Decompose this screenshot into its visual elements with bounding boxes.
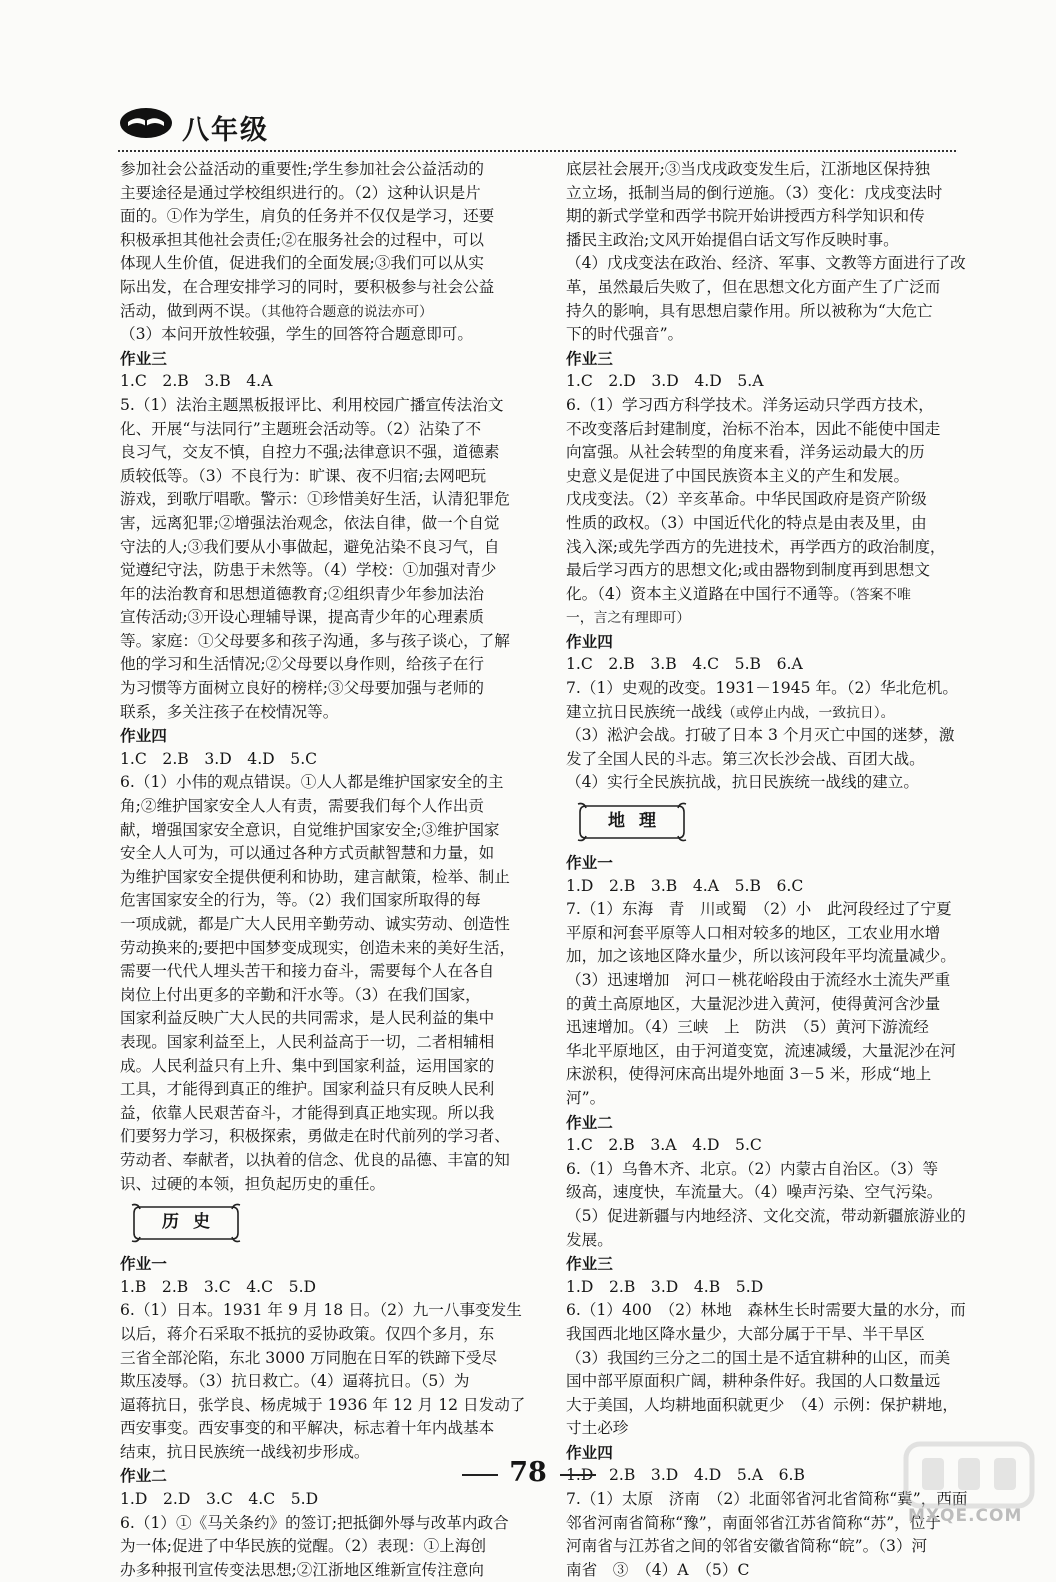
page-number-dash-right bbox=[560, 1474, 596, 1476]
answer-line bbox=[566, 677, 1000, 701]
answer-text: 三省全部沦陷，东北 3000 万同胞在日军的铁蹄下受尽 bbox=[120, 1348, 498, 1367]
answer-line bbox=[120, 1488, 554, 1512]
answer-line bbox=[120, 960, 554, 984]
answer-text: 寸土必珍 bbox=[566, 1419, 629, 1438]
answer-text: 逼蒋抗日，张学良、杨虎城于 1936 年 12 月 12 日发动了 bbox=[120, 1395, 526, 1414]
answer-text: 西安事变。西安事变的和平解决，标志着十年内战基本 bbox=[120, 1419, 495, 1438]
answer-text: 立立场，抵制当局的倒行逆施。（3）变化：戊戌变法时 bbox=[566, 183, 943, 202]
answer-line bbox=[120, 536, 554, 560]
answer-line bbox=[120, 819, 554, 843]
answer-text: 1.D 2.B 3.D 4.B 5.D bbox=[566, 1277, 764, 1296]
answer-line bbox=[566, 323, 1000, 347]
answer-line bbox=[120, 748, 554, 772]
answer-text: 性质的政权。（3）中国近代化的特点是由表及里，由 bbox=[566, 513, 927, 532]
answer-text: （3）淞沪会战。打破了日本 3 个月灭亡中国的迷梦，激 bbox=[566, 726, 955, 745]
answer-text: 角;②维护国家安全人人有责，需要我们每个人作出贡 bbox=[120, 797, 484, 816]
answer-line bbox=[120, 583, 554, 607]
answer-line bbox=[566, 276, 1000, 300]
answer-text: 体现人生价值，促进我们的全面发展;③我们可以从实 bbox=[120, 254, 484, 273]
answer-text: 化。（4）资本主义道路在中国行不通等。 bbox=[566, 584, 849, 603]
answer-line bbox=[566, 1535, 1000, 1559]
answer-line bbox=[120, 394, 554, 418]
answer-text: 1.C 2.B 3.D 4.D 5.C bbox=[120, 749, 318, 768]
section-heading bbox=[566, 630, 1000, 654]
answer-line bbox=[566, 394, 1000, 418]
section-heading bbox=[120, 724, 554, 748]
answer-text: 联系，多关注孩子在校情况等。 bbox=[120, 702, 339, 721]
answer-line bbox=[120, 866, 554, 890]
answer-line bbox=[566, 945, 1000, 969]
answer-text: 作业四 bbox=[120, 726, 167, 746]
answer-text: 发展。 bbox=[566, 1230, 613, 1249]
answer-text: 作业三 bbox=[120, 348, 167, 368]
answer-line bbox=[566, 1016, 1000, 1040]
answer-text: 作业二 bbox=[120, 1466, 167, 1486]
answer-text: 1.C 2.D 3.D 4.D 5.A bbox=[566, 372, 764, 391]
answer-line bbox=[566, 1040, 1000, 1064]
answer-text: （4）戊戌变法在政治、经济、军事、文教等方面进行了改 bbox=[566, 254, 966, 273]
answer-line bbox=[566, 1559, 1000, 1582]
answer-text: 作业三 bbox=[566, 348, 613, 368]
answer-text: 期的新式学堂和西学书院开始讲授西方科学知识和传 bbox=[566, 207, 925, 226]
answer-line bbox=[566, 441, 1000, 465]
answer-line bbox=[120, 1149, 554, 1173]
answer-line bbox=[566, 536, 1000, 560]
answer-line bbox=[566, 922, 1000, 946]
answer-line bbox=[566, 1205, 1000, 1229]
answer-text: 化、开展“与法同行”主题班会活动等。（2）沾染了不 bbox=[120, 419, 482, 438]
answer-text: 7.（1）东海 青 川或蜀 （2）小 此河段经过了宁夏 bbox=[566, 900, 952, 919]
answer-line bbox=[120, 1007, 554, 1031]
answer-text: 年的法治教育和思想道德教育;②组织青少年参加法治 bbox=[120, 584, 484, 603]
answer-text: 6.（1）①《马关条约》的签订;把抵御外辱与改革内政合 bbox=[120, 1513, 509, 1532]
answer-text: 国中部平原面积广阔，耕种条件好。我国的人口数量远 bbox=[566, 1372, 941, 1391]
subject-heading-label: 历史 bbox=[162, 1212, 224, 1233]
answer-line bbox=[566, 701, 1000, 725]
answer-text: 南省 ③ （4）A （5）C bbox=[566, 1560, 750, 1579]
answer-line bbox=[566, 1276, 1000, 1300]
answer-line bbox=[120, 1559, 554, 1582]
answer-line bbox=[120, 1299, 554, 1323]
answer-text: 面的。①作为学生，肩负的任务并不仅仅是学习，还要 bbox=[120, 207, 495, 226]
answer-text: 献，增强国家安全意识，自觉维护国家安全;③维护国家 bbox=[120, 820, 500, 839]
answer-text: 作业四 bbox=[566, 1442, 613, 1462]
answer-line bbox=[120, 1535, 554, 1559]
answer-text: （4）实行全民族抗战，抗日民族统一战线的建立。 bbox=[566, 773, 919, 792]
answer-line bbox=[566, 1299, 1000, 1323]
answer-note: （答案不唯 bbox=[848, 586, 911, 603]
answer-text: 大于美国，人均耕地面积就更少 （4）示例：保护耕地， bbox=[566, 1395, 958, 1414]
answer-line bbox=[566, 606, 1000, 630]
answer-text: 他的学习和生活情况;②父母要以身作则，给孩子在行 bbox=[120, 655, 484, 674]
answer-line bbox=[566, 1158, 1000, 1182]
answer-line bbox=[120, 1173, 554, 1197]
answer-text: 作业四 bbox=[566, 631, 613, 651]
answer-text: 我国西北地区降水量少，大部分属于干旱、半干旱区 bbox=[566, 1324, 925, 1343]
answer-text: 革，虽然最后失败了，但在思想文化方面产生了广泛而 bbox=[566, 277, 941, 296]
answer-text: （3）迅速增加 河口－桃花峪段由于流经水土流失严重 bbox=[566, 971, 951, 989]
answer-text: 史意义是促进了中国民族资本主义的产生和发展。 bbox=[566, 466, 910, 485]
answer-text: 向富强。从社会转型的角度来看，洋务运动最大的历 bbox=[566, 443, 925, 462]
answer-text: 参加社会公益活动的重要性;学生参加社会公益活动的 bbox=[120, 160, 484, 178]
answer-text: 1.C 2.B 3.A 4.D 5.C bbox=[566, 1136, 762, 1155]
answer-line bbox=[566, 370, 1000, 394]
answer-line bbox=[120, 1417, 554, 1441]
answer-text: 底层社会展开;③当戊戌政变发生后，江浙地区保持独 bbox=[566, 160, 930, 178]
answer-line bbox=[566, 724, 1000, 748]
answer-line bbox=[566, 559, 1000, 583]
answer-text: 级高，速度快，车流量大。（4）噪声污染、空气污染。 bbox=[566, 1183, 943, 1202]
answer-line bbox=[120, 370, 554, 394]
answer-text: （5）促进新疆与内地经济、文化交流，带动新疆旅游业的 bbox=[566, 1206, 966, 1225]
answer-text: 1.D 2.D 3.C 4.C 5.D bbox=[120, 1490, 319, 1509]
page-header bbox=[118, 98, 958, 160]
answer-text: 危害国家安全的行为，等。（2）我们国家所取得的每 bbox=[120, 891, 481, 910]
answer-text: 需要一代代人埋头苦干和接力奋斗，需要每个人在各自 bbox=[120, 962, 495, 981]
answer-line bbox=[120, 1347, 554, 1371]
answer-text: 的黄土高原地区，大量泥沙进入黄河，使得黄河含沙量 bbox=[566, 994, 941, 1013]
answer-text: 持久的影响，具有思想启蒙作用。所以被称为“大危亡 bbox=[566, 301, 933, 320]
answer-text: 岗位上付出更多的辛勤和汗水等。（3）在我们国家， bbox=[120, 985, 481, 1004]
answer-note: （其他符合题意的说法亦可） bbox=[260, 303, 433, 320]
answer-line bbox=[120, 842, 554, 866]
answer-text: 邻省河南省简称“豫”，南面邻省江苏省简称“苏”，位于 bbox=[566, 1513, 941, 1532]
answer-text: 识、过硬的本领，担负起历史的重任。 bbox=[120, 1174, 386, 1193]
answer-text: 觉遵纪守法，防患于未然等。（4）学校：①加强对青少 bbox=[120, 561, 497, 580]
book-logo-icon bbox=[118, 106, 174, 140]
answer-text: 益，依靠人民艰苦奋斗，才能得到真正地实现。所以我 bbox=[120, 1103, 495, 1122]
answer-text: 劳动者、奉献者，以执着的信念、优良的品德、丰富的知 bbox=[120, 1150, 510, 1169]
answer-line bbox=[120, 300, 554, 324]
answer-line bbox=[120, 488, 554, 512]
answer-text: 良习气，交友不慎，自控力不强;法律意识不强，道德素 bbox=[120, 443, 500, 462]
answer-line bbox=[120, 1102, 554, 1126]
answer-text: 积极承担其他社会责任;②在服务社会的过程中，可以 bbox=[120, 230, 484, 249]
answer-line bbox=[120, 1125, 554, 1149]
answer-text: 1.D 2.B 3.B 4.A 5.B 6.C bbox=[566, 876, 804, 895]
answer-line bbox=[120, 1078, 554, 1102]
answer-line bbox=[566, 205, 1000, 229]
answer-line bbox=[120, 559, 554, 583]
answer-line bbox=[120, 182, 554, 206]
answer-line bbox=[120, 889, 554, 913]
answer-line bbox=[120, 205, 554, 229]
answer-line bbox=[566, 1370, 1000, 1394]
section-heading bbox=[120, 1252, 554, 1276]
answer-line bbox=[120, 984, 554, 1008]
answer-line bbox=[566, 1087, 1000, 1111]
answer-text: 作业一 bbox=[120, 1254, 167, 1274]
answer-line bbox=[566, 1063, 1000, 1087]
answer-line bbox=[120, 1370, 554, 1394]
answer-text: 害，远离犯罪;②增强法治观念，依法自律，做一个自觉 bbox=[120, 513, 500, 532]
section-heading bbox=[566, 1111, 1000, 1135]
answer-line bbox=[120, 913, 554, 937]
answer-line bbox=[566, 969, 1000, 993]
answer-line bbox=[120, 677, 554, 701]
answer-text: 播民主政治;文风开始提倡白话文写作反映时事。 bbox=[566, 230, 899, 249]
answer-line bbox=[566, 229, 1000, 253]
answer-text: 活动，做到两不误。 bbox=[120, 301, 261, 320]
answer-text: 华北平原地区，由于河道变宽，流速减缓，大量泥沙在河 bbox=[566, 1041, 956, 1060]
answer-line bbox=[120, 653, 554, 677]
answer-text: 守法的人;③我们要从小事做起，避免沾染不良习气，自 bbox=[120, 537, 500, 556]
answer-line bbox=[120, 441, 554, 465]
answer-text: 工具，才能得到真正的维护。国家利益只有反映人民利 bbox=[120, 1080, 495, 1099]
answer-text: （3）我国约三分之二的国土是不适宜耕种的山区，而美 bbox=[566, 1348, 951, 1367]
header-divider bbox=[118, 150, 956, 152]
answer-text: 安全人人可为，可以通过各种方式贡献智慧和力量，如 bbox=[120, 844, 495, 863]
answer-line bbox=[566, 1181, 1000, 1205]
answer-line bbox=[120, 512, 554, 536]
answer-text: 6.（1）学习西方科学技术。洋务运动只学西方技术， bbox=[566, 395, 934, 414]
answer-line bbox=[120, 1276, 554, 1300]
answer-line bbox=[120, 795, 554, 819]
answer-text: 一项成就，都是广大人民用辛勤劳动、诚实劳动、创造性 bbox=[120, 915, 510, 933]
answer-text: 1.B 2.B 3.C 4.C 5.D bbox=[120, 1277, 317, 1296]
section-heading bbox=[120, 347, 554, 371]
answer-note: 一，言之有理即可） bbox=[566, 610, 691, 627]
answer-line bbox=[120, 701, 554, 725]
answer-text: 办多种报刊宣传变法思想;②江浙地区维新宣传注意向 bbox=[120, 1560, 484, 1579]
answer-text: 宣传活动;③开设心理辅导课，提高青少年的心理素质 bbox=[120, 608, 484, 627]
answer-text: 为一体;促进了中华民族的觉醒。（2）表现：①上海创 bbox=[120, 1537, 487, 1556]
answer-line bbox=[120, 418, 554, 442]
answer-text: 主要途径是通过学校组织进行的。（2）这种认识是片 bbox=[120, 183, 481, 202]
answer-text: 戊戌变法。（2）辛亥革命。中华民国政府是资产阶级 bbox=[566, 490, 927, 509]
answer-line bbox=[566, 465, 1000, 489]
answer-line bbox=[566, 771, 1000, 795]
answer-text: 结束，抗日民族统一战线初步形成。 bbox=[120, 1442, 370, 1461]
answer-line bbox=[120, 1055, 554, 1079]
answer-text: 6.（1）乌鲁木齐、北京。（2）内蒙古自治区。（3）等 bbox=[566, 1159, 939, 1178]
answer-text: 不改变落后封建制度，治标不治本，因此不能使中国走 bbox=[566, 419, 941, 438]
answer-text: （3）本问开放性较强，学生的回答符合题意即可。 bbox=[120, 325, 473, 344]
answer-text: 等。家庭：①父母要多和孩子沟通，多与孩子谈心，了解 bbox=[120, 631, 510, 650]
answer-line bbox=[120, 937, 554, 961]
answer-line bbox=[120, 252, 554, 276]
answer-line bbox=[566, 1323, 1000, 1347]
answer-text: 平原和河套平原等人口相对较多的地区，工农业用水增 bbox=[566, 923, 941, 942]
answer-text: 作业一 bbox=[566, 853, 613, 873]
answer-text: 最后学习西方的思想文化;或由器物到制度再到思想文 bbox=[566, 561, 930, 580]
answer-column-right bbox=[566, 158, 1000, 1582]
answer-line bbox=[566, 182, 1000, 206]
answer-text: 游戏，到歌厅唱歌。警示：①珍惜美好生活，认清犯罪危 bbox=[120, 490, 510, 509]
answer-line bbox=[120, 276, 554, 300]
answer-text: 建立抗日民族统一战线 bbox=[566, 702, 722, 721]
answer-text: 下的时代强音”。 bbox=[566, 325, 684, 344]
answer-line bbox=[120, 229, 554, 253]
answer-text: 以后，蒋介石采取不抵抗的妥协政策。仅四个多月，东 bbox=[120, 1324, 495, 1343]
answer-text: 国家利益反映广大人民的共同需求，是人民利益的集中 bbox=[120, 1009, 495, 1028]
answer-line bbox=[120, 1031, 554, 1055]
answer-text: 1.D 2.B 3.D 4.D 5.A 6.B bbox=[566, 1466, 805, 1485]
grade-title: 八年级 bbox=[182, 115, 269, 146]
answer-column-left bbox=[120, 158, 554, 1582]
answer-text: 河南省与江苏省之间的邻省安徽省简称“皖”。（3）河 bbox=[566, 1537, 928, 1556]
answer-line bbox=[566, 158, 1000, 182]
watermark-url: MXQE.COM bbox=[908, 1506, 1023, 1526]
answer-text: 质较低等。（3）不良行为：旷课、夜不归宿;去网吧玩 bbox=[120, 466, 487, 485]
answer-text: 6.（1）日本。1931 年 9 月 18 日。（2）九一八事变发生 bbox=[120, 1301, 522, 1320]
answer-text: 1.C 2.B 3.B 4.A bbox=[120, 372, 273, 391]
answer-line bbox=[120, 771, 554, 795]
answer-line bbox=[566, 1229, 1000, 1253]
answer-line bbox=[566, 1394, 1000, 1418]
answer-line bbox=[566, 512, 1000, 536]
page-number: 78 bbox=[509, 1457, 547, 1488]
answer-line bbox=[566, 653, 1000, 677]
answer-text: 浅入深;或先学西方的先进技术，再学西方的政治制度， bbox=[566, 537, 946, 556]
answer-text: 7.（1）史观的改变。1931－1945 年。（2）华北危机。 bbox=[566, 679, 958, 698]
answer-line bbox=[120, 630, 554, 654]
answer-line bbox=[566, 993, 1000, 1017]
subject-heading bbox=[576, 800, 688, 844]
answer-text: 作业三 bbox=[566, 1254, 613, 1274]
answer-line bbox=[120, 1323, 554, 1347]
answer-line bbox=[120, 606, 554, 630]
answer-line bbox=[566, 1347, 1000, 1371]
answer-line bbox=[566, 875, 1000, 899]
answer-text: 加，加之该地区降水量少，所以该河段年平均流量减少。 bbox=[566, 947, 956, 966]
answer-text: 欺压凌辱。（3）抗日救亡。（4）逼蒋抗日。（5）为 bbox=[120, 1372, 470, 1391]
answer-line bbox=[120, 465, 554, 489]
answer-text: 发了全国人民的斗志。第三次长沙会战、百团大战。 bbox=[566, 749, 925, 768]
answer-text: 床淤积，使得河床高出堤外地面 3－5 米，形成“地上 bbox=[566, 1065, 932, 1084]
answer-text: 际出发，在合理安排学习的同时，要积极参与社会公益 bbox=[120, 277, 495, 296]
answer-text: 1.C 2.B 3.B 4.C 5.B 6.A bbox=[566, 655, 803, 674]
subject-heading-label: 地理 bbox=[608, 811, 670, 832]
answer-text: 作业二 bbox=[566, 1112, 613, 1132]
answer-text: 为习惯等方面树立良好的榜样;③父母要加强与老师的 bbox=[120, 679, 484, 698]
answer-line bbox=[566, 418, 1000, 442]
answer-line bbox=[566, 488, 1000, 512]
answer-line bbox=[566, 300, 1000, 324]
answer-line bbox=[566, 898, 1000, 922]
answer-text: 5.（1）法治主题黑板报评比、利用校园广播宣传法治文 bbox=[120, 395, 504, 414]
answer-text: 6.（1）小伟的观点错误。①人人都是维护国家安全的主 bbox=[120, 773, 504, 792]
answer-text: 6.（1）400 （2）林地 森林生长时需要大量的水分，而 bbox=[566, 1301, 966, 1320]
answer-text: 迅速增加。（4）三峡 上 防洪 （5）黄河下游流经 bbox=[566, 1018, 929, 1037]
answer-line bbox=[120, 323, 554, 347]
answer-note: （或停止内战，一致抗日）。 bbox=[721, 704, 895, 721]
answer-line bbox=[120, 1512, 554, 1536]
section-heading bbox=[566, 851, 1000, 875]
answer-text: 们要努力学习，积极探索，勇做走在时代前列的学习者、 bbox=[120, 1127, 510, 1146]
answer-text: 劳动换来的;要把中国梦变成现实，创造未来的美好生活， bbox=[120, 938, 516, 957]
answer-text: 成。人民利益只有上升、集中到国家利益，运用国家的 bbox=[120, 1056, 495, 1075]
section-heading bbox=[566, 1252, 1000, 1276]
section-heading bbox=[566, 347, 1000, 371]
answer-line bbox=[566, 748, 1000, 772]
answer-line bbox=[120, 1394, 554, 1418]
answer-line bbox=[566, 1134, 1000, 1158]
answer-text: 7.（1）太原 济南 （2）北面邻省河北省简称“冀”，西面 bbox=[566, 1490, 968, 1509]
answer-text: 表现。国家利益至上，人民利益高于一切，二者相辅相 bbox=[120, 1032, 495, 1051]
answer-text: 为维护国家安全提供便利和协助，建言献策，检举、制止 bbox=[120, 867, 510, 886]
answer-text: 河”。 bbox=[566, 1088, 606, 1107]
answer-line bbox=[566, 583, 1000, 607]
answer-line bbox=[120, 158, 554, 182]
answer-line bbox=[566, 252, 1000, 276]
subject-heading bbox=[130, 1201, 242, 1245]
